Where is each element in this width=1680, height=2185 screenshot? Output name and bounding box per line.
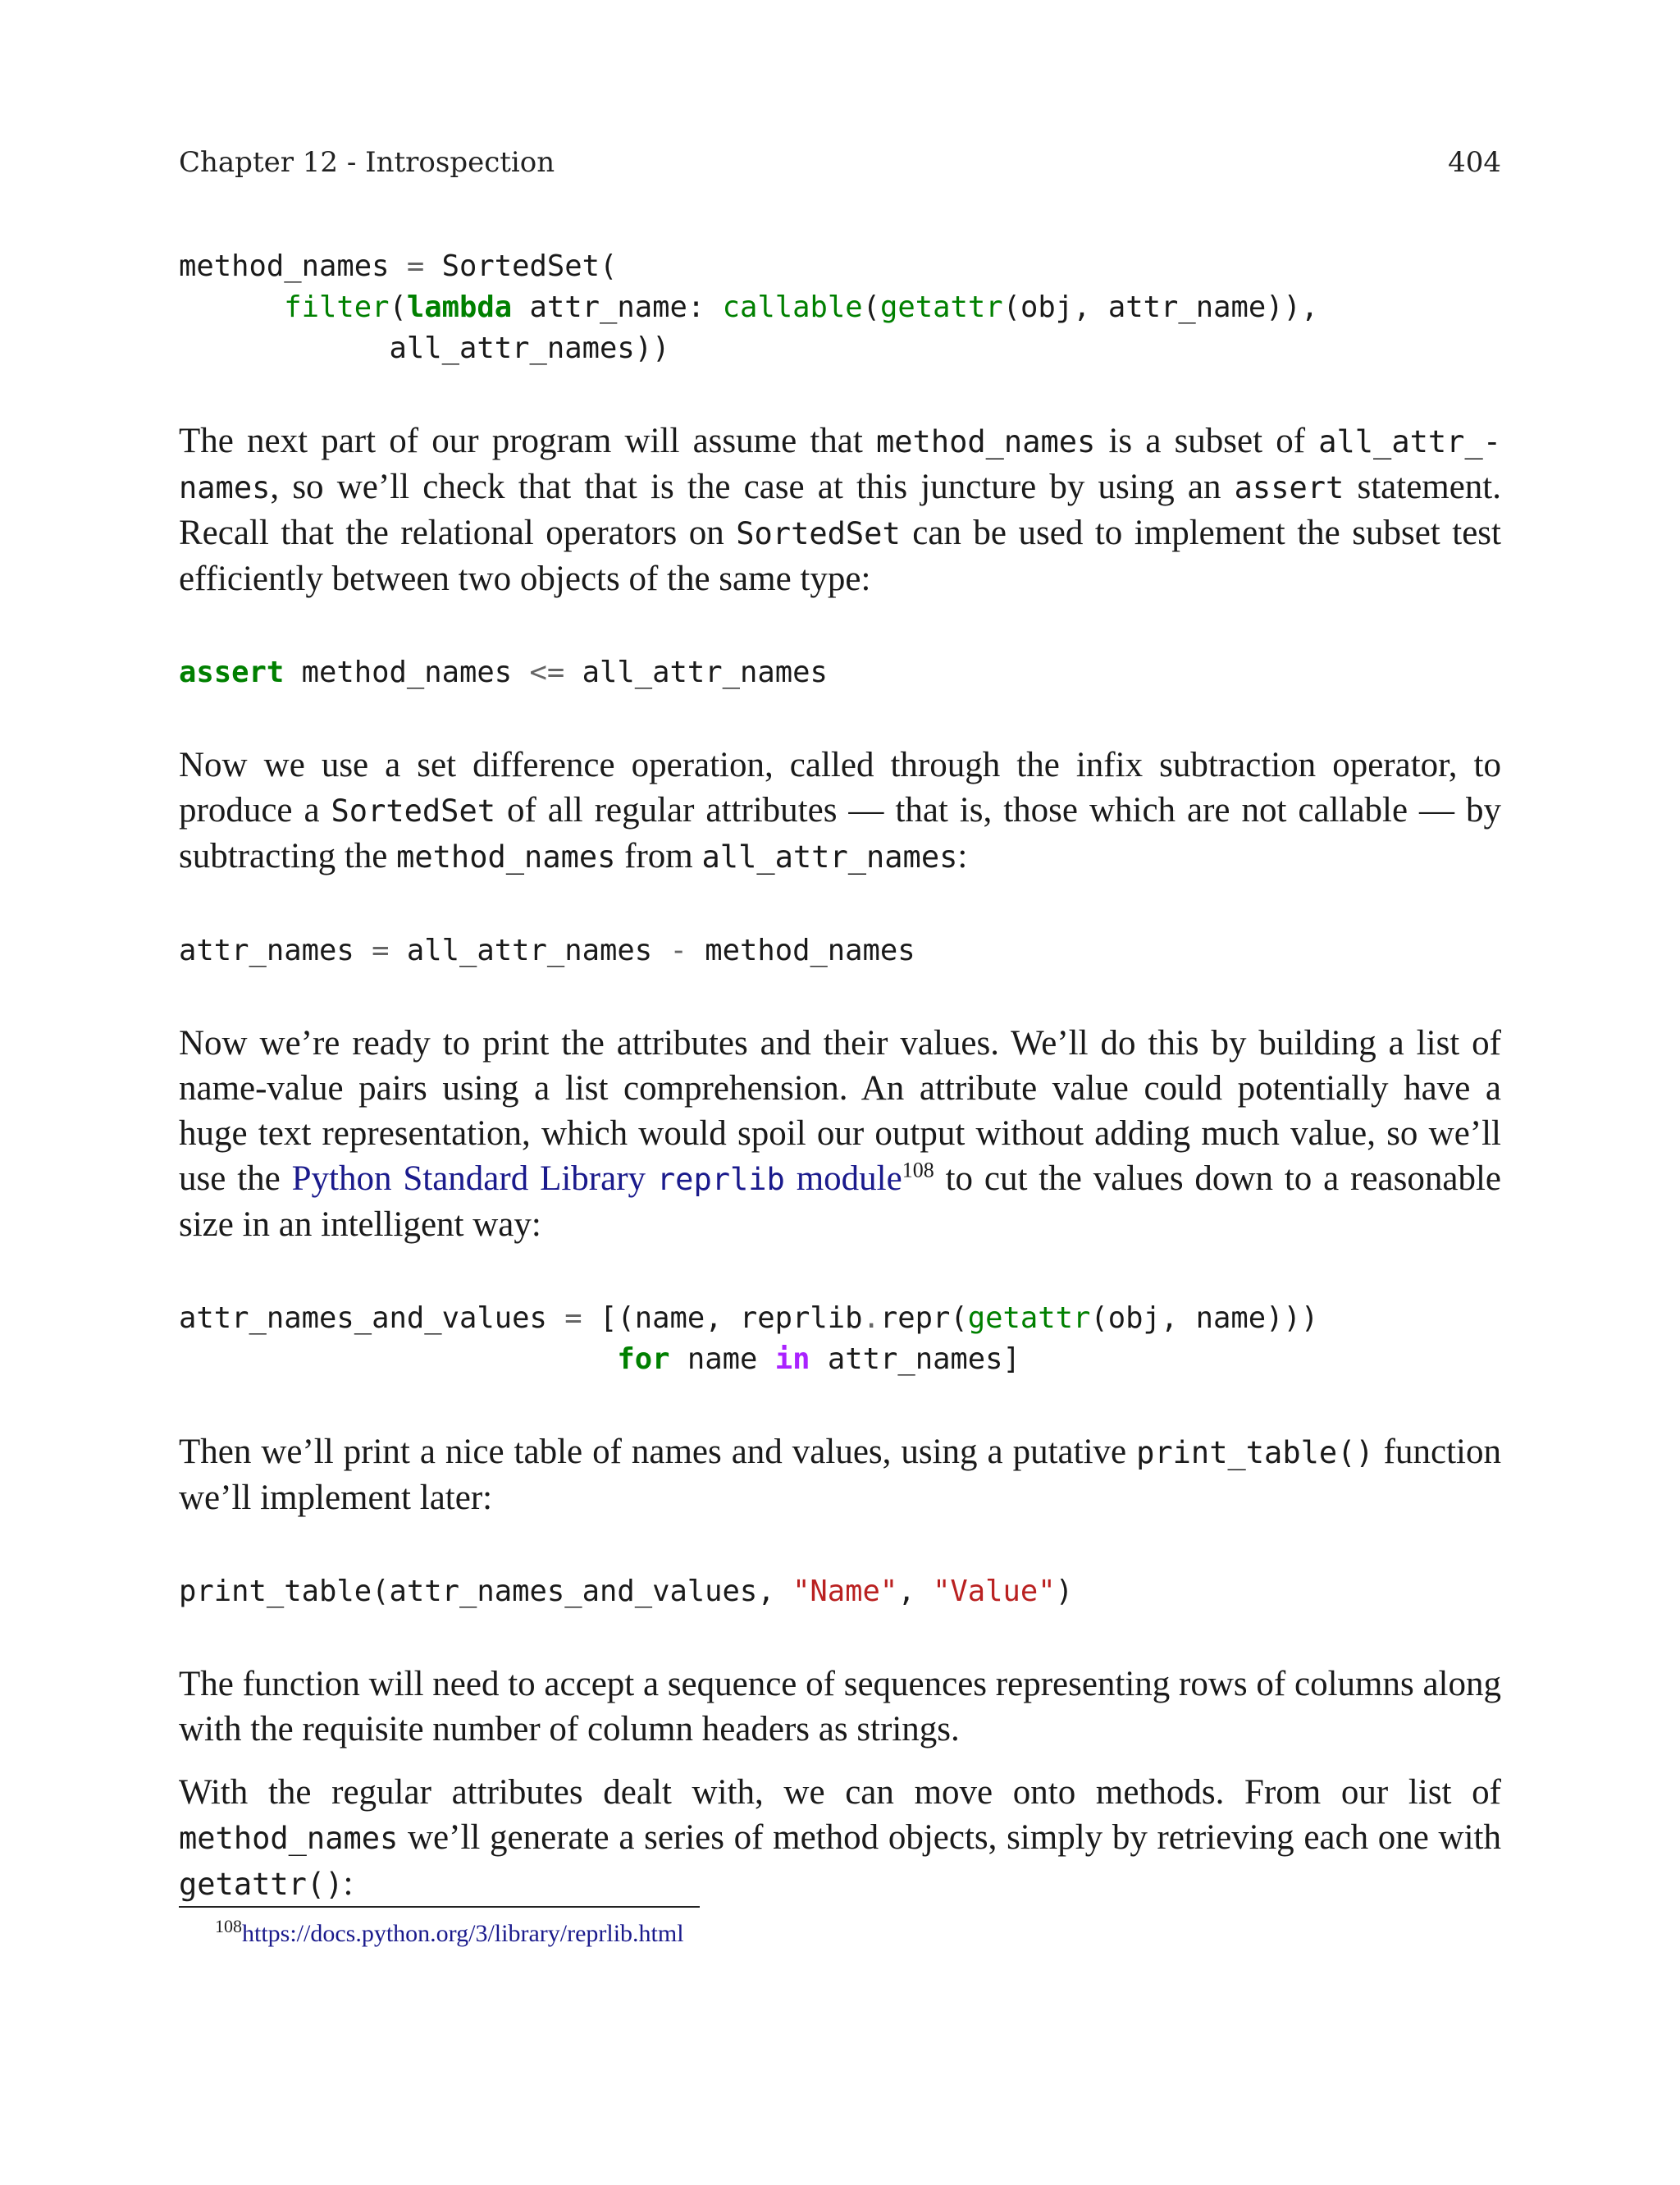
- footnote-ref[interactable]: 108: [902, 1158, 934, 1182]
- page-body: [179, 246, 1501, 1907]
- footnote: [215, 1916, 684, 1948]
- code-block-print-table: print_table(attr_names_and_values, "Name", "Value"): [179, 1575, 1074, 1608]
- footnote-divider: [179, 1906, 700, 1908]
- page-header: [179, 146, 1501, 179]
- code-block-assert: assert method_names <= all_attr_names: [179, 656, 828, 689]
- reprlib-link[interactable]: Python Standard Library reprlib module: [291, 1159, 902, 1198]
- page-number: 404: [1448, 146, 1501, 179]
- footnote-url-link[interactable]: https://docs.python.org/3/library/reprlib.html: [242, 1920, 684, 1947]
- paragraph-reprlib: Now we’re ready to print the attributes and their values. We’ll do this by building a list of name-value pairs using a list comprehension. An attribute value could potentially have a huge text representation, which would spoil our output without adding much value, so we’ll use the Python Standard Library reprlib module$^{108}$ to cut the values down to a reasonable size in an intelligent way:: [179, 1024, 1501, 1244]
- paragraph-set-difference: Now we use a set difference operation, called through the infix subtraction operator, to produce a SortedSet of all regular attributes — that is, those which are not callable — by subtracting the method_names from all_attr_names:: [179, 746, 1501, 875]
- paragraph-print-table: Then we’ll print a nice table of names and values, using a putative print_table() function we’ll implement later:: [179, 1433, 1501, 1517]
- code-block-attr-names: attr_names = all_attr_names - method_names: [179, 934, 915, 967]
- code-block-names-and-values: attr_names_and_values = [(name, reprlib.repr(getattr(obj, name))) for name in attr_names]: [179, 1301, 1319, 1376]
- footnote-number: 108: [215, 1916, 242, 1936]
- paragraph-methods: With the regular attributes dealt with, we can move onto methods. From our list of method_names we’ll generate a series of method objects, simply by retrieving each one with getattr():: [179, 1773, 1501, 1903]
- paragraph-function-accept: The function will need to accept a sequence of sequences representing rows of columns along with the requisite number of column headers as strings.: [179, 1665, 1501, 1748]
- paragraph-subset: The next part of our program will assume that method_names is a subset of all_attr_-names, so we’ll check that that is the case at this juncture by using an assert statement. Recall that the relational operators on SortedSet can be used to implement the subset test efficiently between two objects of the same type:: [179, 422, 1502, 598]
- chapter-title: Chapter 12 - Introspection: [179, 146, 555, 179]
- code-block-method-names: method_names = SortedSet( filter(lambda attr_name: callable(getattr(obj, attr_name)), all_attr_names)): [179, 249, 1319, 365]
